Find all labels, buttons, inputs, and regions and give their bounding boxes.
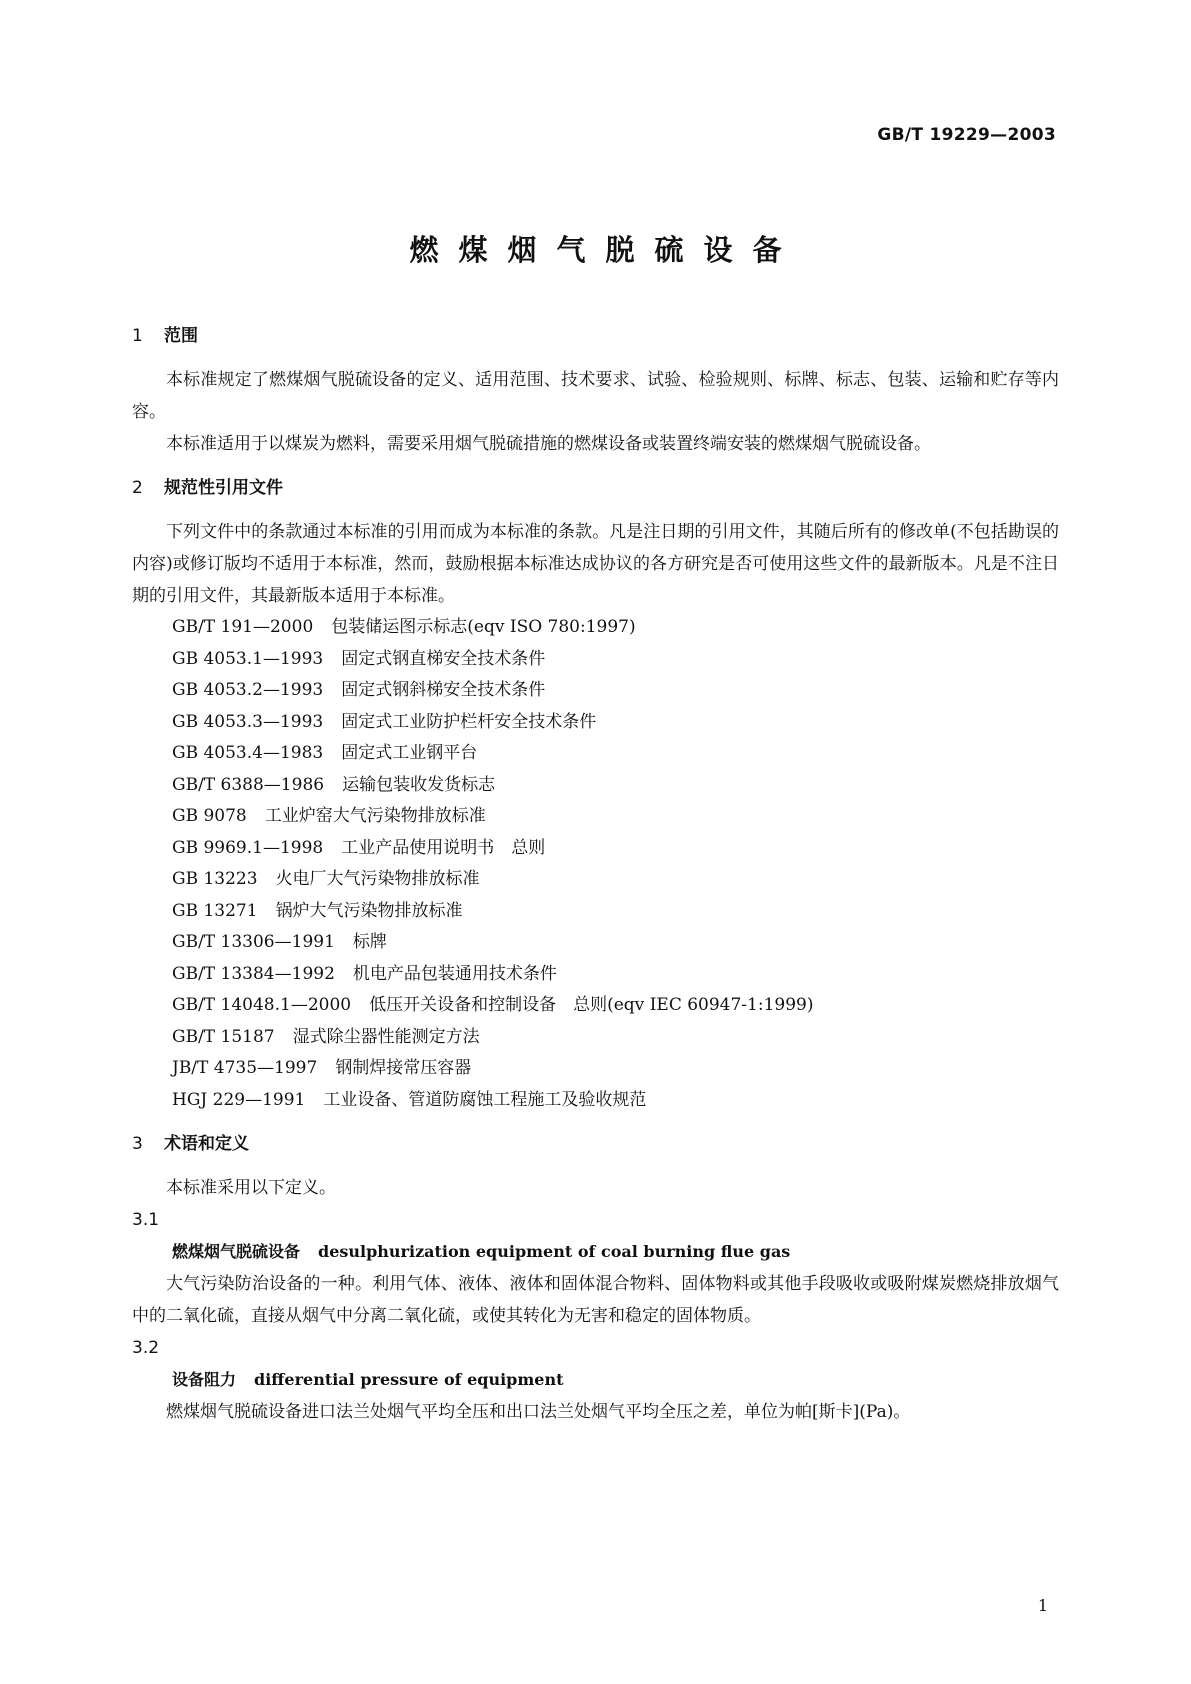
section-number: 3	[132, 1134, 143, 1154]
clause-3-2-definition: 燃煤烟气脱硫设备进口法兰处烟气平均全压和出口法兰处烟气平均全压之差，单位为帕[斯卡](Pa)。	[166, 1402, 911, 1422]
reference-item	[132, 1022, 1059, 1054]
term-chinese: 设备阻力	[172, 1370, 237, 1389]
section-2-intro: 下列文件中的条款通过本标准的引用而成为本标准的条款。凡是注日期的引用文件，其随后所有的修改单(不包括勘误的内容)或修订版均不适用于本标准，然而，鼓励根据本标准达成协议的各方研究是否可使用这些文件的最新版本。凡是不注日期的引用文件，其最新版本适用于本标准。	[132, 522, 1059, 606]
section-number: 2	[132, 478, 143, 498]
reference-code: GB 9969.1—1998	[172, 837, 324, 858]
reference-title: 标牌	[352, 932, 387, 952]
reference-title: 火电厂大气污染物排放标准	[275, 869, 480, 889]
section-1-heading	[132, 320, 1059, 352]
reference-title: 钢制焊接常压容器	[335, 1058, 472, 1078]
reference-title: 固定式钢斜梯安全技术条件	[341, 680, 546, 700]
reference-code: GB/T 13306—1991	[172, 932, 335, 952]
reference-code: HGJ 229—1991	[172, 1089, 306, 1110]
clause-3-1-term	[132, 1236, 1059, 1268]
reference-title: 湿式除尘器性能测定方法	[292, 1026, 480, 1047]
section-2-heading	[132, 472, 1059, 504]
reference-title: 低压开关设备和控制设备 总则(eqv IEC 60947-1:1999)	[369, 995, 814, 1015]
reference-list	[132, 612, 1059, 1116]
reference-title: 工业炉窑大气污染物排放标准	[264, 806, 486, 826]
section-3-heading	[132, 1128, 1059, 1160]
term-english: differential pressure of equipment	[254, 1370, 564, 1389]
reference-code: GB 13223	[172, 869, 258, 889]
section-3-intro: 本标准采用以下定义。	[166, 1178, 336, 1198]
reference-title: 运输包装收发货标志	[342, 774, 496, 795]
reference-item	[132, 1053, 1059, 1085]
reference-item	[132, 959, 1059, 991]
clause-3-2-number: 3.2	[132, 1338, 160, 1358]
section-1-paragraph-1: 本标准规定了燃煤烟气脱硫设备的定义、适用范围、技术要求、试验、检验规则、标牌、标志、包装、运输和贮存等内容。	[132, 370, 1059, 422]
document-title: 燃煤烟气脱硫设备	[409, 233, 802, 267]
reference-code: GB 9078	[172, 806, 247, 826]
reference-item	[132, 864, 1059, 896]
reference-code: GB/T 191—2000	[172, 617, 314, 637]
clause-3-1-number: 3.1	[132, 1210, 160, 1230]
reference-code: GB 4053.1—1993	[172, 648, 324, 669]
reference-title: 工业设备、管道防腐蚀工程施工及验收规范	[323, 1089, 647, 1110]
reference-item	[132, 644, 1059, 676]
reference-item	[132, 675, 1059, 707]
reference-item	[132, 990, 1059, 1022]
reference-code: GB/T 13384—1992	[172, 963, 335, 984]
section-1-paragraph-2: 本标准适用于以煤炭为燃料，需要采用烟气脱硫措施的燃煤设备或装置终端安装的燃煤烟气脱硫设备。	[166, 434, 931, 454]
reference-code: GB 13271	[172, 900, 258, 921]
document-body	[132, 320, 1059, 1428]
reference-code: GB/T 6388—1986	[172, 774, 325, 795]
reference-title: 固定式工业钢平台	[341, 743, 478, 763]
reference-title: 机电产品包装通用技术条件	[352, 963, 557, 984]
reference-title: 固定式工业防护栏杆安全技术条件	[341, 711, 597, 732]
reference-item	[132, 707, 1059, 739]
reference-code: GB/T 14048.1—2000	[172, 995, 352, 1015]
section-number: 1	[132, 326, 143, 346]
reference-item	[132, 612, 1059, 644]
reference-code: GB/T 15187	[172, 1026, 275, 1047]
clause-3-1-definition: 大气污染防治设备的一种。利用气体、液体、液体和固体混合物料、固体物料或其他手段吸收或吸附煤炭燃烧排放烟气中的二氧化硫，直接从烟气中分离二氧化硫，或使其转化为无害和稳定的固体物质。	[132, 1274, 1059, 1326]
section-title: 规范性引用文件	[164, 478, 283, 498]
reference-item	[132, 1085, 1059, 1117]
section-title: 术语和定义	[164, 1134, 249, 1154]
standard-code: GB/T 19229—2003	[877, 125, 1056, 145]
reference-item	[132, 738, 1059, 770]
reference-code: GB 4053.2—1993	[172, 680, 324, 700]
clause-3-2-term	[132, 1364, 1059, 1396]
page-number: 1	[1037, 1596, 1048, 1615]
section-title: 范围	[164, 326, 198, 346]
reference-title: 固定式钢直梯安全技术条件	[341, 648, 546, 669]
reference-title: 工业产品使用说明书 总则	[341, 837, 546, 858]
term-chinese: 燃煤烟气脱硫设备	[172, 1242, 301, 1261]
reference-code: GB 4053.3—1993	[172, 711, 324, 732]
reference-title: 锅炉大气污染物排放标准	[275, 900, 463, 921]
reference-code: JB/T 4735—1997	[172, 1058, 318, 1078]
reference-title: 包装储运图示标志(eqv ISO 780:1997)	[331, 617, 636, 637]
reference-item	[132, 770, 1059, 802]
reference-item	[132, 896, 1059, 928]
reference-item	[132, 927, 1059, 959]
reference-code: GB 4053.4—1983	[172, 743, 324, 763]
reference-item	[132, 801, 1059, 833]
reference-item	[132, 833, 1059, 865]
term-english: desulphurization equipment of coal burning flue gas	[318, 1242, 791, 1261]
